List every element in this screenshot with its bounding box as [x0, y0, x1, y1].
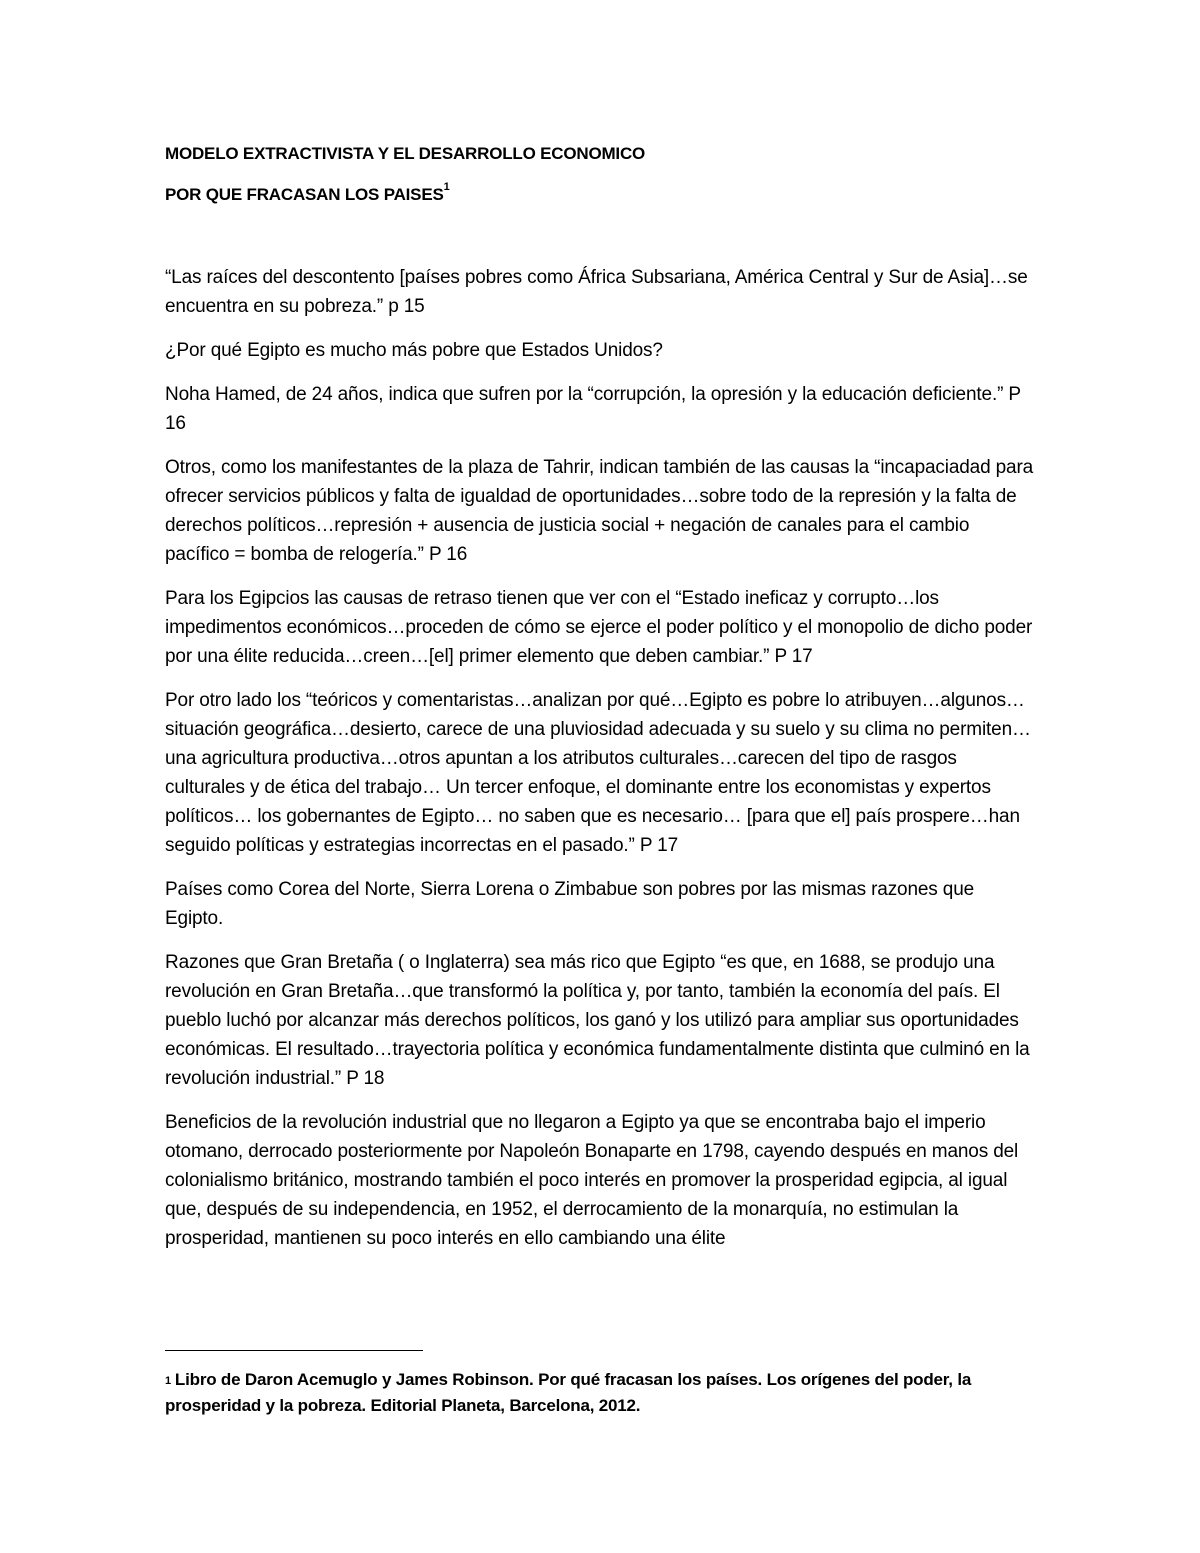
paragraph-9: Beneficios de la revolución industrial que no llegaron a Egipto ya que se encontraba bajo el imperio otomano, derrocado posteriormente por Napoleón Bonaparte en 1798, cayendo después en manos del colonialismo británico, mostrando también el poco interés en promover la prosperidad egipcia, al igual que, después de su independencia, en 1952, el derrocamiento de la monarquía, no estimulan la prosperidad, mantienen su poco interés en ello cambiando una élite — [165, 1112, 1019, 1249]
paragraph-1: “Las raíces del descontento [países pobres como África Subsariana, América Central y Sur de Asia]…se encuentra en su pobreza.” p 15 — [165, 267, 1028, 317]
paragraph-4: Otros, como los manifestantes de la plaza de Tahrir, indican también de las causas la “incapaciadad para ofrecer servicios públicos y falta de igualdad de oportunidades…sobre todo de la represión y la falta de derechos políticos…represión + ausencia de justicia social + negación de canales para el cambio pacífico = bomba de relogería.” P 16 — [165, 457, 1034, 565]
subtitle-text: POR QUE FRACASAN LOS PAISES — [165, 185, 444, 204]
document-body — [165, 140, 1035, 1268]
footnote-mark: 1 — [165, 1375, 171, 1387]
paragraph-6: Por otro lado los “teóricos y comentaristas…analizan por qué…Egipto es pobre lo atribuyen…algunos…situación geográfica…desierto, carece de una pluviosidad adecuada y su suelo y su clima no permiten…una agricultura productiva…otros apuntan a los atributos culturales…carecen del tipo de rasgos culturales y de ética del trabajo… Un tercer enfoque, el dominante entre los economistas y expertos políticos… los gobernantes de Egipto… no saben que es necesario… [para que el] país prospere…han seguido políticas y estrategias incorrectas en el pasado.” P 17 — [165, 690, 1031, 856]
document-subtitle — [165, 181, 1035, 209]
footnote-text: Libro de Daron Acemuglo y James Robinson. Por qué fracasan los países. Los orígenes del poder, la prosperidad y la pobreza. Editorial Planeta, Barcelona, 2012. — [165, 1370, 972, 1415]
paragraph-8: Razones que Gran Bretaña ( o Inglaterra) sea más rico que Egipto “es que, en 1688, se produjo una revolución en Gran Bretaña…que transformó la política y, por tanto, también la economía del país. El pueblo luchó por alcanzar más derechos políticos, los ganó y los utilizó para ampliar sus oportunidades económicas. El resultado…trayectoria política y económica fundamentalmente distinta que culminó en la revolución industrial.” P 18 — [165, 952, 1030, 1089]
footnote — [165, 1367, 1025, 1419]
document-title: MODELO EXTRACTIVISTA Y EL DESARROLLO ECONOMICO — [165, 144, 646, 163]
paragraph-5: Para los Egipcios las causas de retraso tienen que ver con el “Estado ineficaz y corrupto…los impedimentos económicos…proceden de cómo se ejerce el poder político y el monopolio de dicho poder por una élite reducida…creen…[el] primer elemento que deben cambiar.” P 17 — [165, 588, 1033, 667]
paragraph-7: Países como Corea del Norte, Sierra Lorena o Zimbabue son pobres por las mismas razones que Egipto. — [165, 879, 975, 929]
footnote-reference: 1 — [443, 181, 450, 193]
paragraph-3: Noha Hamed, de 24 años, indica que sufren por la “corrupción, la opresión y la educación deficiente.” P 16 — [165, 384, 1021, 434]
footnote-separator — [165, 1350, 423, 1351]
paragraph-2: ¿Por qué Egipto es mucho más pobre que Estados Unidos? — [165, 340, 663, 361]
